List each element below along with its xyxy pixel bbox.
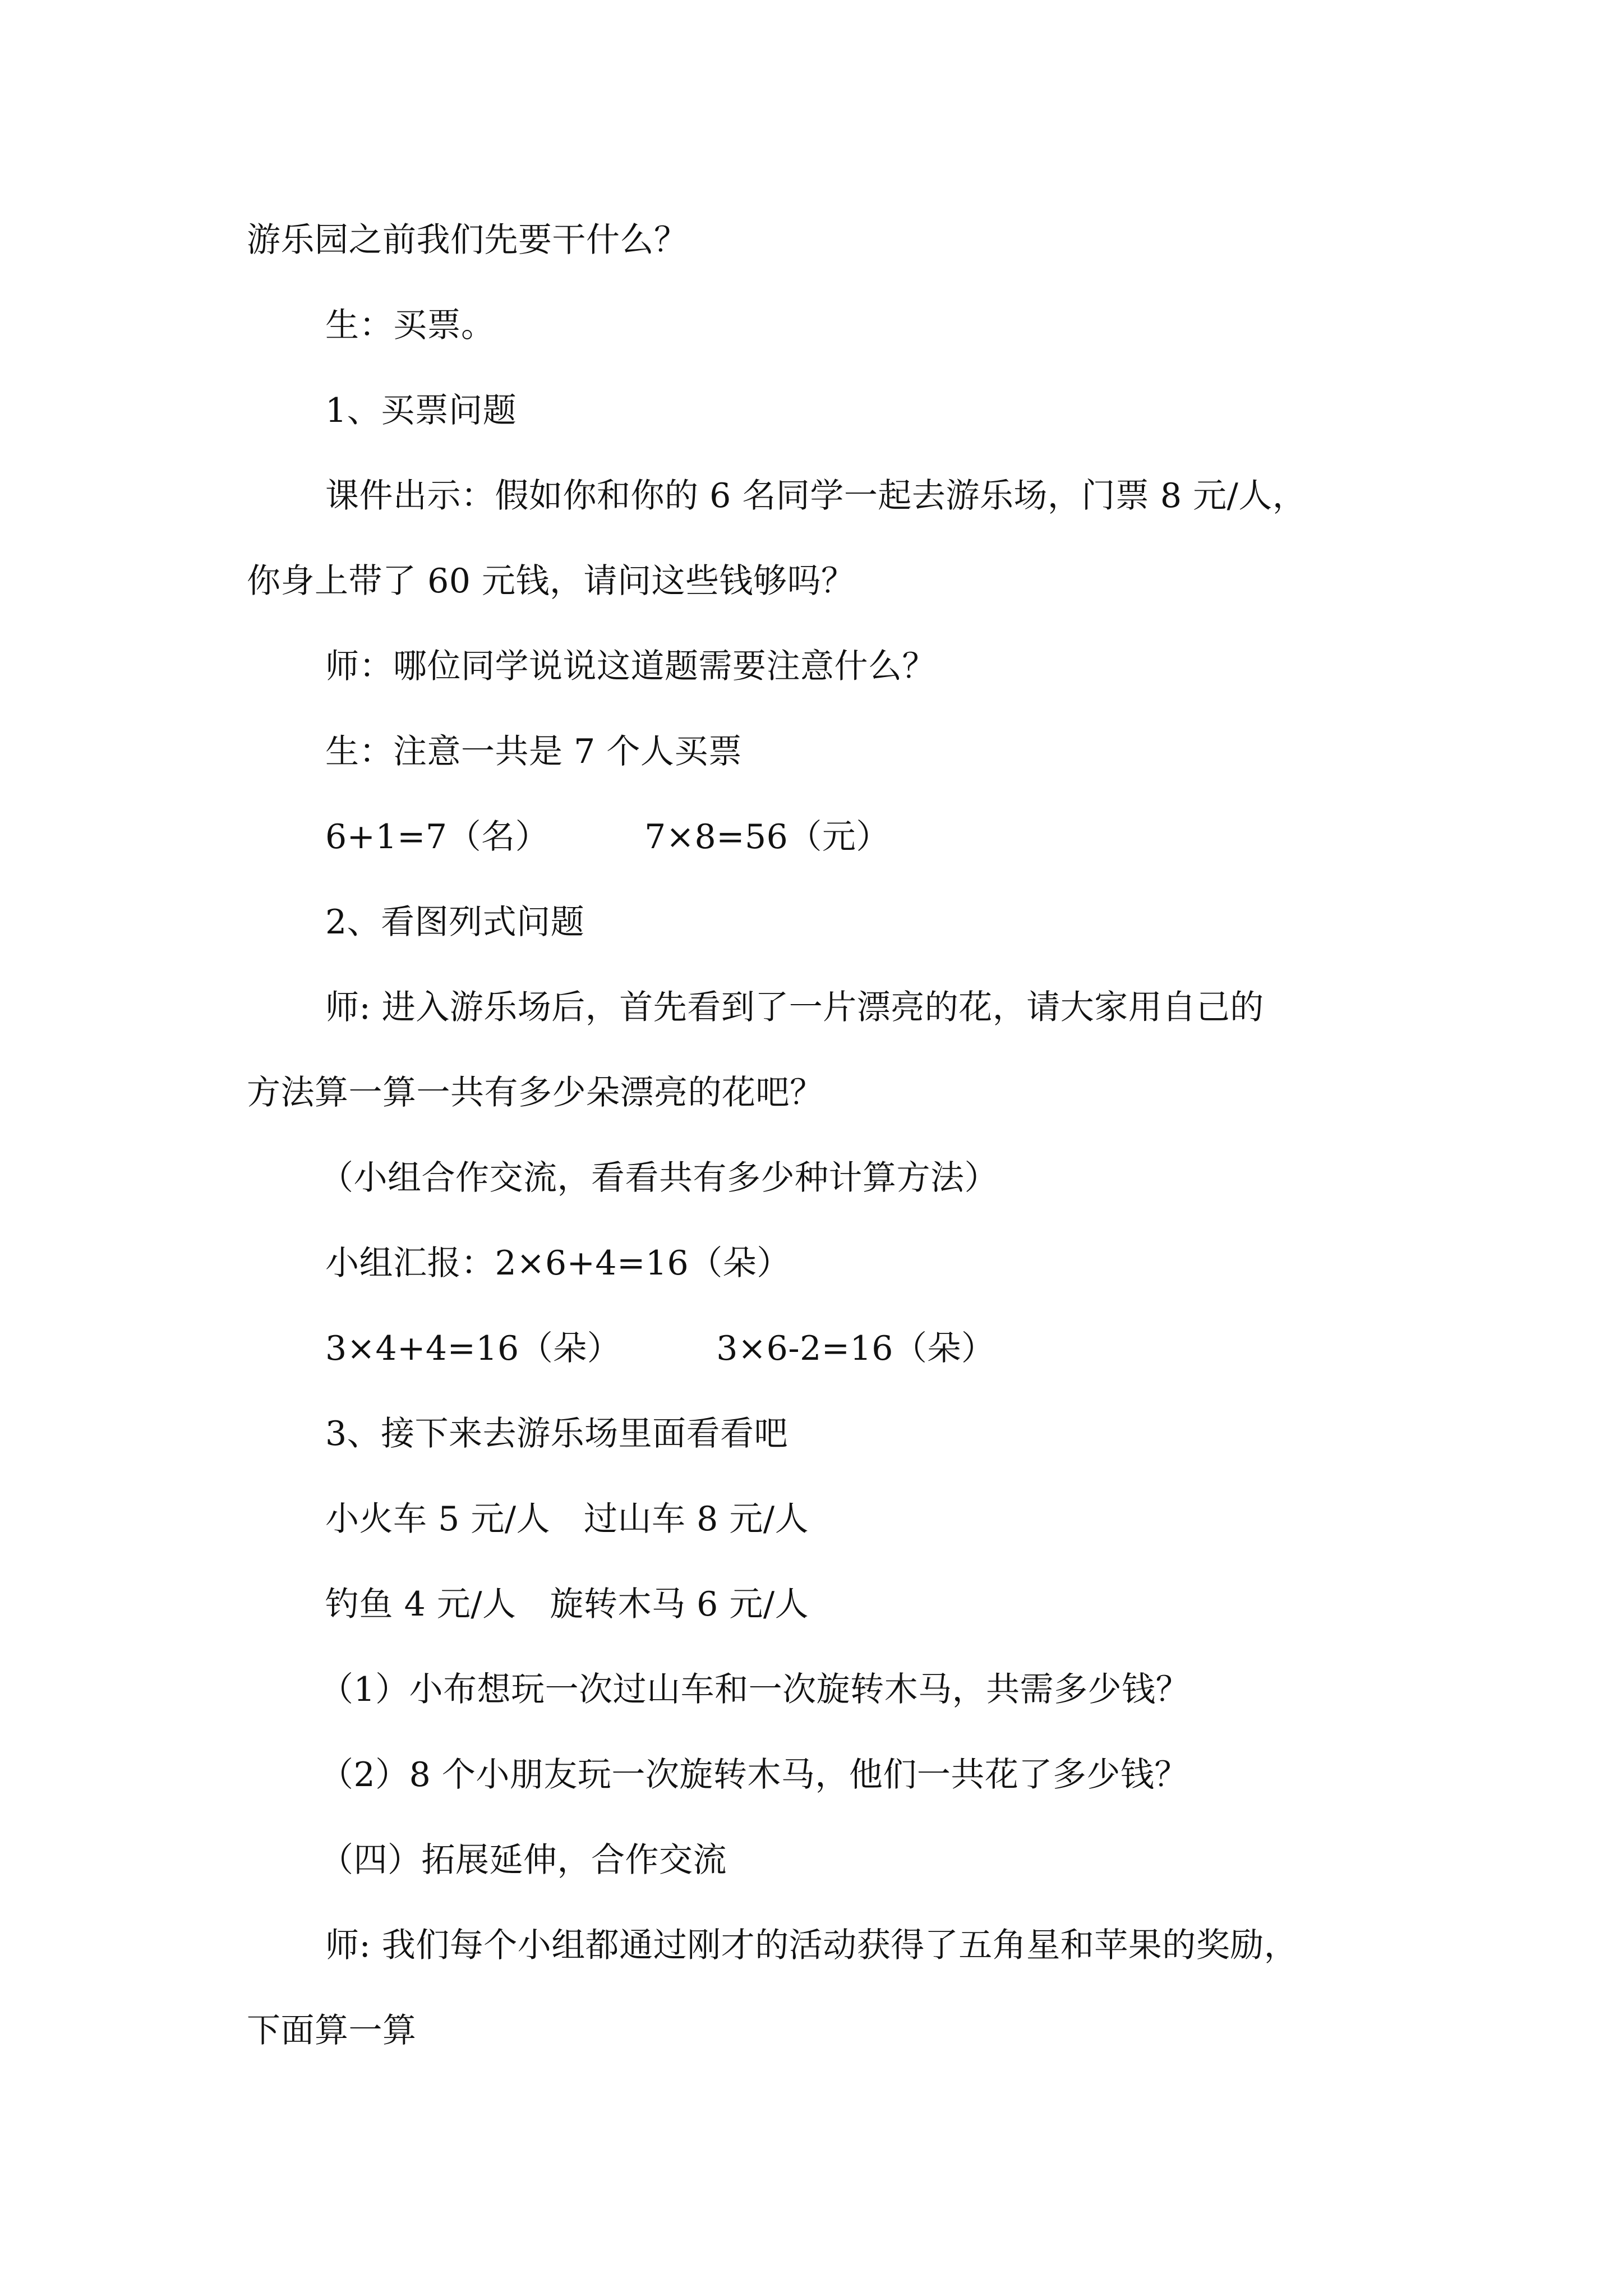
equation-2a: 3×4+4=16（朵） — [325, 1329, 621, 1368]
text-line-12: 下面算一算 — [247, 2011, 417, 2050]
question-2: （2）8 个小朋友玩一次旋转木马，他们一共花了多少钱？ — [320, 1755, 1188, 1795]
section-heading-1: 1、买票问题 — [325, 391, 517, 430]
text-line-8: 方法算一算一共有多少朵漂亮的花吧？ — [247, 1073, 824, 1112]
text-line-6: 生：注意一共是 7 个人买票 — [325, 732, 743, 771]
section-heading-3: 3、接下来去游乐场里面看看吧 — [325, 1414, 789, 1453]
text-line-7: 师: 进入游乐场后，首先看到了一片漂亮的花，请大家用自己的 — [325, 988, 1264, 1027]
text-line-9: （小组合作交流，看看共有多少种计算方法） — [320, 1158, 998, 1198]
equation-2b: 3×6-2=16（朵） — [716, 1329, 995, 1368]
text-line-2: 生：买票。 — [325, 306, 495, 345]
price-train: 小火车 5 元/人 — [325, 1499, 551, 1539]
text-line-10: 小组汇报：2×6+4=16（朵） — [325, 1244, 791, 1283]
equation-1b: 7×8=56（元） — [644, 817, 890, 857]
price-line-2 — [325, 1582, 809, 1627]
text-line-11: 师: 我们每个小组都通过刚才的活动获得了五角星和苹果的奖励， — [325, 1926, 1298, 1965]
text-line-1: 游乐园之前我们先要干什么？ — [247, 220, 688, 260]
text-line-3: 课件出示：假如你和你的 6 名同学一起去游乐场，门票 8 元/人， — [325, 476, 1307, 516]
equation-line-2 — [325, 1326, 995, 1371]
price-coaster: 过山车 8 元/人 — [584, 1499, 809, 1539]
price-carousel: 旋转木马 6 元/人 — [550, 1585, 809, 1624]
equation-1a: 6+1=7（名） — [325, 817, 550, 857]
section-heading-4: （四）拓展延伸，合作交流 — [320, 1841, 727, 1880]
price-line-1 — [325, 1497, 809, 1542]
text-line-5: 师：哪位同学说说这道题需要注意什么？ — [325, 647, 936, 686]
text-line-4: 你身上带了 60 元钱，请问这些钱够吗？ — [247, 562, 855, 601]
question-1: （1）小布想玩一次过山车和一次旋转木马，共需多少钱？ — [320, 1670, 1190, 1709]
equation-line-1 — [325, 815, 890, 859]
section-heading-2: 2、看图列式问题 — [325, 903, 585, 942]
price-fishing: 钓鱼 4 元/人 — [325, 1585, 517, 1624]
